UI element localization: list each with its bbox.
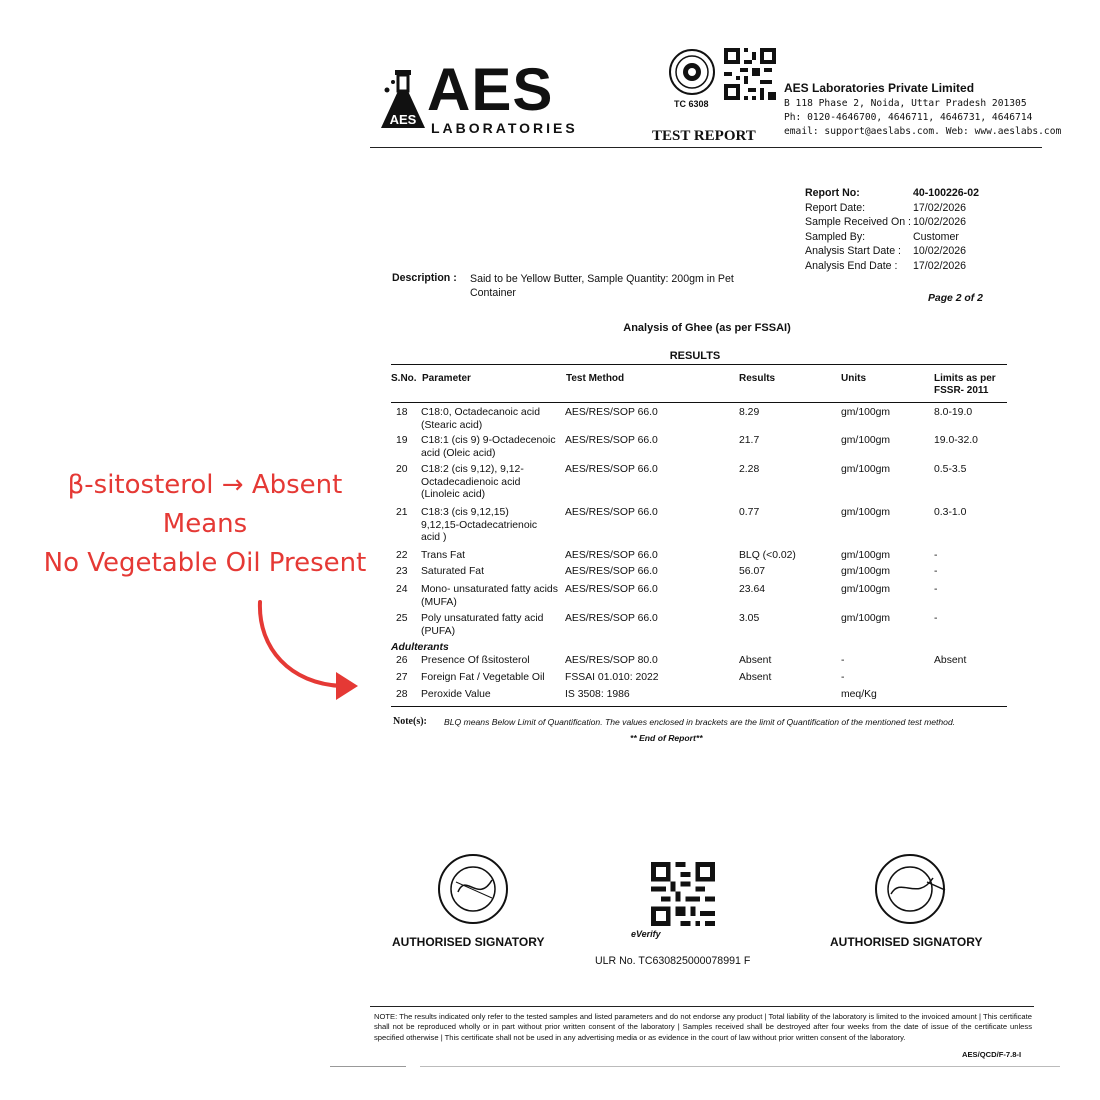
table-cell: C18:3 (cis 9,12,15) 9,12,15-Octadecatrienoic acid ) [421,507,538,544]
table-cell: FSSAI 01.010: 2022 [565,672,659,683]
footer-disclaimer: NOTE: The results indicated only refer to the tested samples and listed parameters and do not endorse any product | Total liability of the laboratory is limited to the invoiced amount | This certificate shall not be reproduced wholly or in part without prior written consent of the laboratory | Samples received shall be destroyed after four weeks from the date of issue of the certificate unless specified otherwise | This certificate shall not be used in any advertising media or as evidence in the court of law without prior written consent of the laboratory. [374,1012,1032,1042]
table-row [391,464,1007,507]
table-cell: AES/RES/SOP 66.0 [565,407,658,418]
meta-key: Analysis End Date : [805,259,898,272]
table-cell: gm/100gm [841,407,891,418]
table-cell: gm/100gm [841,550,891,561]
logo-subtext: LABORATORIES [431,120,578,136]
qr-code-icon [724,48,776,100]
table-row [391,689,1007,706]
table-cell: 3.05 [739,613,760,624]
meta-key: Report No: [805,187,860,199]
meta-row [805,186,979,201]
table-cell: 0.5-3.5 [934,464,967,475]
company-email: email: support@aeslabs.com. Web: www.aeslabs.com [784,126,1062,137]
annotation-callout [20,466,390,583]
table-cell: AES/RES/SOP 66.0 [565,566,658,577]
authorised-signatory-left: AUTHORISED SIGNATORY [392,935,545,949]
authorised-signatory-right: AUTHORISED SIGNATORY [830,935,983,949]
table-cell: gm/100gm [841,435,891,446]
table-row [391,507,1007,550]
col-parameter: Parameter [422,373,471,384]
table-cell: Absent [934,655,967,666]
meta-value: 10/02/2026 [913,245,967,257]
cert-code: TC 6308 [674,99,709,109]
table-cell: 56.07 [739,566,766,577]
report-meta [805,186,979,273]
description-value: Said to be Yellow Butter, Sample Quantity: 200gm in Pet Container [470,273,734,299]
table-cell: 27 [396,672,408,683]
note-label: Note(s): [393,716,427,727]
bottom-rule [330,1066,406,1067]
footer-divider [370,1006,1034,1007]
table-cell: 22 [396,550,408,561]
table-cell: 21.7 [739,435,760,446]
results-title: RESULTS [669,350,721,362]
annotation-line-1: β-sitosterol → Absent [67,470,343,500]
meta-row [805,259,979,274]
accreditation-seal-icon [668,48,716,96]
table-cell: 25 [396,613,408,624]
table-row [391,672,1007,689]
table-cell: 20 [396,464,408,475]
table-cell: Foreign Fat / Vegetable Oil [421,672,545,683]
annotation-line-2: Means [162,509,248,539]
annotation-line-3: No Vegetable Oil Present [43,548,367,578]
table-header [391,365,1007,402]
table-cell: gm/100gm [841,464,891,475]
meta-key: Analysis Start Date : [805,245,901,257]
table-cell: 23 [396,566,408,577]
document-title: TEST REPORT [652,128,756,144]
col-method: Test Method [566,373,625,384]
table-row [391,584,1007,613]
table-cell: BLQ (<0.02) [739,550,796,561]
table-cell: 19.0-32.0 [934,435,978,446]
results-table [391,364,1007,707]
table-cell: Absent [739,655,772,666]
table-row [391,435,1007,464]
table-cell: 26 [396,655,408,666]
company-phone: Ph: 0120-4646700, 4646711, 4646731, 4646714 [784,112,1033,123]
verification-qr-code-icon[interactable] [651,862,715,926]
adulterants-subheading: Adulterants [391,642,449,653]
table-cell: Absent [739,672,772,683]
table-cell: AES/RES/SOP 66.0 [565,613,658,624]
annotation-arrow-icon [250,598,370,708]
description-label: Description : [392,272,457,284]
table-cell: - [841,655,845,666]
col-sno: S.No. [391,373,417,384]
form-number: AES/QCD/F-7.8-I [962,1050,1022,1059]
table-row [391,566,1007,584]
meta-key: Sample Received On : [805,216,911,228]
table-cell: 19 [396,435,408,446]
meta-value: Customer [913,230,959,243]
table-cell: Saturated Fat [421,566,484,577]
table-cell: meq/Kg [841,689,877,700]
table-cell: AES/RES/SOP 66.0 [565,464,658,475]
end-of-report: ** End of Report** [630,733,703,743]
col-results: Results [739,373,776,384]
table-cell: 8.0-19.0 [934,407,973,418]
table-cell: C18:2 (cis 9,12), 9,12-Octadecadienoic acid (Linoleic acid) [421,464,524,501]
company-name: AES Laboratories Private Limited [784,81,975,95]
table-cell: Presence Of ßsitosterol [421,655,530,666]
table-cell: AES/RES/SOP 80.0 [565,655,658,666]
col-units: Units [841,373,866,384]
table-cell: AES/RES/SOP 66.0 [565,507,658,518]
table-row [391,407,1007,435]
ulr-number: ULR No. TC630825000078991 F [595,955,751,967]
table-cell: AES/RES/SOP 66.0 [565,584,658,595]
meta-value: 10/02/2026 [913,216,967,228]
analysis-title: Analysis of Ghee (as per FSSAI) [623,322,791,334]
meta-value: 17/02/2026 [913,259,967,272]
table-cell: Peroxide Value [421,689,491,700]
meta-row [805,244,979,259]
table-cell: 2.28 [739,464,760,475]
table-cell: AES/RES/SOP 66.0 [565,435,658,446]
table-cell: Trans Fat [421,550,466,561]
table-cell: 21 [396,507,408,518]
table-cell: C18:1 (cis 9) 9-Octadecenoic acid (Oleic acid) [421,435,556,459]
table-row [391,613,1007,640]
table-cell: 0.77 [739,507,760,518]
table-cell: - [934,584,938,595]
meta-row [805,201,979,216]
everify-label: eVerify [631,929,661,939]
table-cell: - [934,613,938,624]
table-cell: 18 [396,407,408,418]
table-row [391,655,1007,672]
meta-key: Sampled By: [805,230,866,243]
meta-value: 40-100226-02 [913,187,979,199]
table-cell: Poly unsaturated fatty acid (PUFA) [421,613,544,637]
table-cell: - [841,672,845,683]
laboratory-stamp-left-icon [436,852,510,926]
logo-text: AES [427,56,554,123]
table-cell: 8.29 [739,407,760,418]
bottom-rule [420,1066,1060,1067]
col-limits: Limits as per FSSR- 2011 [934,373,996,396]
table-cell: IS 3508: 1986 [565,689,630,700]
table-row [391,550,1007,566]
header-divider [370,147,1042,148]
table-cell: 0.3-1.0 [934,507,967,518]
table-cell: gm/100gm [841,613,891,624]
table-cell: AES/RES/SOP 66.0 [565,550,658,561]
meta-value: 17/02/2026 [913,201,967,214]
table-cell: - [934,566,938,577]
table-cell: 24 [396,584,408,595]
meta-key: Report Date: [805,201,866,214]
company-logo [377,56,587,148]
table-cell: 28 [396,689,408,700]
flask-icon [377,68,429,134]
page-number: Page 2 of 2 [928,293,983,304]
table-cell: 23.64 [739,584,766,595]
table-cell: C18:0, Octadecanoic acid (Stearic acid) [421,407,540,431]
table-cell: Mono- unsaturated fatty acids (MUFA) [421,584,558,608]
table-cell: gm/100gm [841,507,891,518]
table-cell: - [934,550,938,561]
table-cell: gm/100gm [841,566,891,577]
note-text: BLQ means Below Limit of Quantification. The values enclosed in brackets are the limit of Quantification of the mentioned test method. [444,717,956,727]
meta-row [805,230,979,245]
company-address: B 118 Phase 2, Noida, Uttar Pradesh 201305 [784,98,1027,109]
laboratory-stamp-right-icon [873,852,947,926]
svg-text:AES: AES [389,112,417,127]
meta-row [805,215,979,230]
table-cell: gm/100gm [841,584,891,595]
